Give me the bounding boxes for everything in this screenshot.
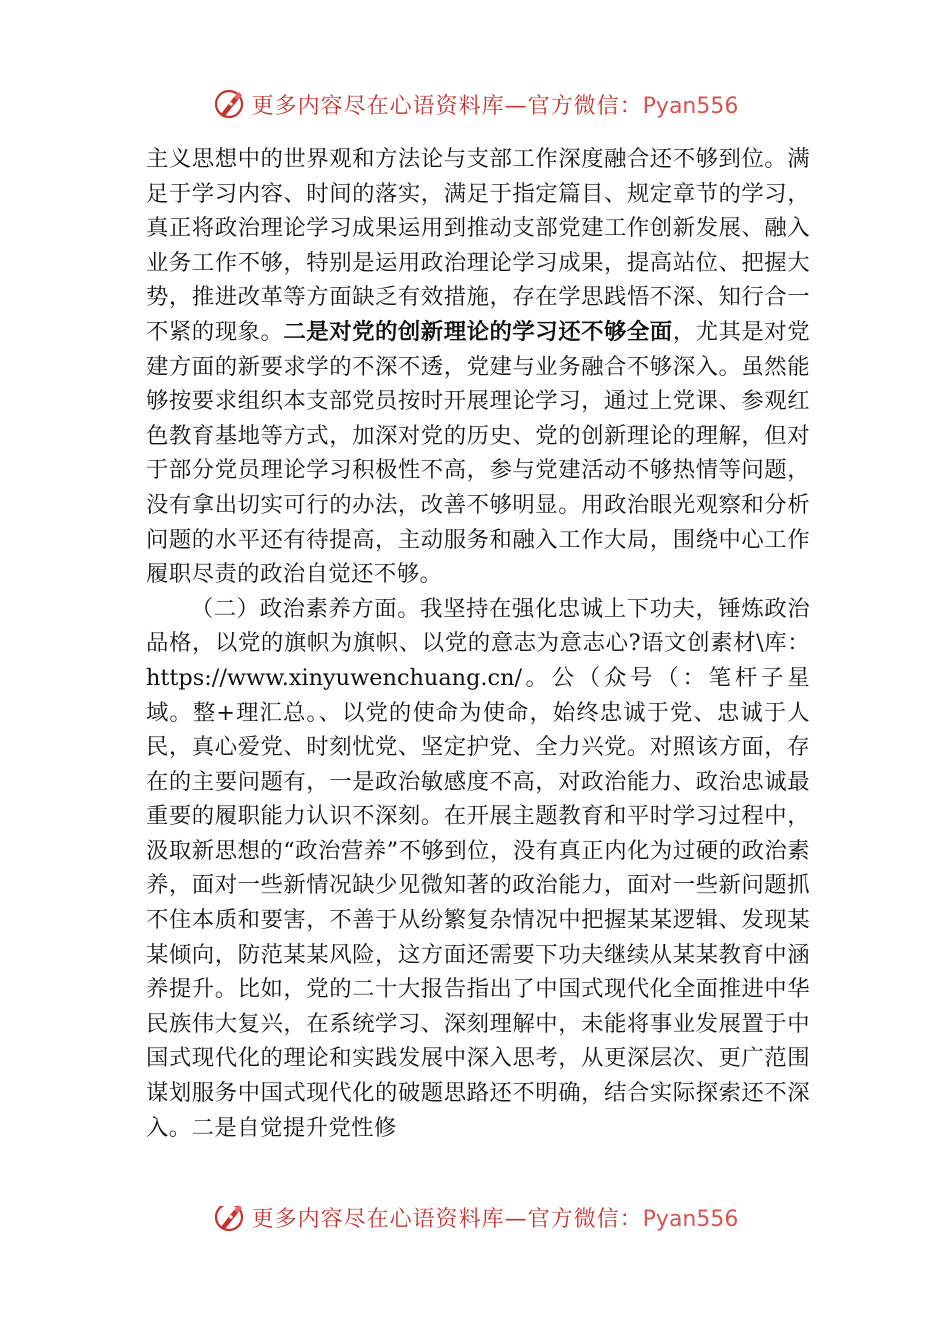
footer-watermark-label: 更多内容尽在心语资料库—官方微信：	[251, 1206, 643, 1232]
header-watermark	[0, 84, 950, 124]
fountain-pen-logo-icon	[212, 1206, 246, 1234]
paragraph-2-text-b: 。公（众号（：笔杆子星域。整+理汇总。、以党的使命为使命，始终忠诚于党、忠诚于人民，真心爱党、时刻忧党、坚定护党、全力兴党。对照该方面，存在的主要问题有，一是政治敏感度不高，对政治能力、政治忠诚最重要的履职能力认识不深刻。在开展主题教育和平时学习过程中，汲取新思想的“政治营养”不够到位，没有真正内化为过硬的政治素养，面对一些新情况缺少见微知著的政治能力，面对一些新问题抓不住本质和要害，不善于从纷繁复杂情况中把握某某逻辑、发现某某倾向，防范某某风险，这方面还需要下功夫继续从某某教育中涵养提升。比如，党的二十大报告指出了中国式现代化全面推进中华民族伟大复兴，在系统学习、深刻理解中，未能将事业发展置于中国式现代化的理论和实践发展中深入思考，从更深层次、更广范围谋划服务中国式现代化的破题思路还不明确，结合实际探索还不深入。二是自觉提升党性修	[146, 664, 810, 1141]
document-body	[146, 142, 810, 1145]
paragraph-1	[146, 142, 810, 592]
watermark-wechat-id: Pyan556	[642, 93, 739, 119]
footer-watermark-inner	[212, 1206, 739, 1234]
paragraph-2-text-a: （二）政治素养方面。我坚持在强化忠诚上下功夫，锤炼政治品格，以党的旗帜为旗帜、以党的意志为意志心?语文创素材\库：	[146, 595, 810, 657]
watermark-text	[252, 89, 739, 120]
paragraph-1-text-b: ，尤其是对党建方面的新要求学的不深不透，党建与业务融合不够深入。虽然能够按要求组织本支部党员按时开展理论学习，通过上党课、参观红色教育基地等方式，加深对党的历史、党的创新理论的理解，但对于部分党员理论学习积极性不高，参与党建活动不够热情等问题，没有拿出切实可行的办法，改善不够明显。用政治眼光观察和分析问题的水平还有待提高，主动服务和融入工作大局，围绕中心工作履职尽责的政治自觉还不够。	[146, 318, 810, 588]
footer-watermark	[0, 1206, 950, 1238]
source-url: https://www.xinyuwenchuang.cn/	[146, 664, 523, 691]
header-watermark-inner	[212, 87, 739, 121]
paragraph-2	[146, 592, 810, 1146]
watermark-label: 更多内容尽在心语资料库—官方微信：	[251, 93, 643, 119]
paragraph-1-text-a: 主义思想中的世界观和方法论与支部工作深度融合还不够到位。满足于学习内容、时间的落实，满足于指定篇目、规定章节的学习，真正将政治理论学习成果运用到推动支部党建工作创新发展、融入业务工作不够，特别是运用政治理论学习成果，提高站位、把握大势，推进改革等方面缺乏有效措施，存在学思践悟不深、知行合一不紧的现象。	[146, 146, 810, 345]
paragraph-1-bold-heading: 二是对党的创新理论的学习还不够全面	[283, 318, 673, 345]
fountain-pen-logo-icon	[212, 87, 246, 121]
footer-watermark-wechat-id: Pyan556	[642, 1206, 739, 1232]
footer-watermark-text	[252, 1206, 739, 1233]
